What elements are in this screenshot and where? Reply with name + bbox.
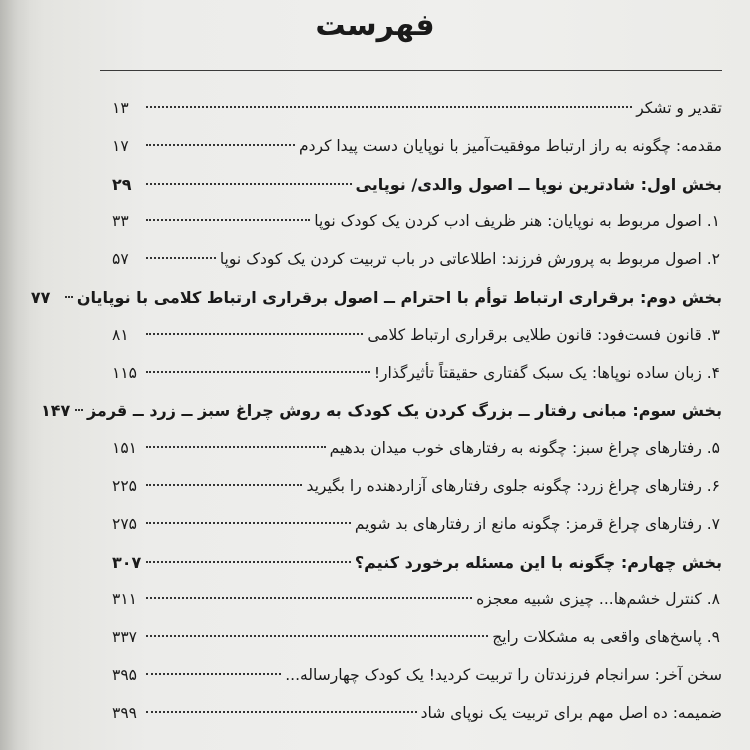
toc-page-number: ۳۰۷	[112, 552, 142, 572]
toc-page-number: ۲۹	[112, 174, 132, 194]
dot-leader	[146, 673, 281, 675]
toc-part-row	[40, 392, 722, 430]
dot-leader	[146, 333, 363, 335]
dot-leader	[146, 144, 295, 146]
toc-page-number: ۱۵۱	[112, 439, 137, 458]
toc-entry-label: ۸. کنترل خشم‌ها... چیزی شبیه معجزه	[476, 590, 720, 609]
toc-entry-row	[112, 506, 722, 544]
toc-entry-row	[112, 657, 722, 695]
toc-entry-row	[112, 203, 722, 241]
toc-page-number: ۵۷	[112, 250, 129, 269]
toc-entry-label: بخش سوم: مبانی رفتار ــ بزرگ کردن یک کودک به روش چراغ سبز ــ زرد ــ قرمز	[86, 401, 722, 421]
toc-entry-row	[112, 241, 722, 279]
toc-entry-row	[112, 695, 722, 733]
toc-entry-row	[112, 581, 722, 619]
toc-entry-row	[112, 128, 722, 166]
toc-page-number: ۱۱۵	[112, 363, 137, 382]
toc-page-number: ۱۳	[112, 99, 129, 117]
dot-leader	[146, 484, 302, 486]
toc-page-number: ۳۹۹	[112, 703, 137, 722]
toc-entry-label: ۳. قانون فست‌فود: قانون طلایی برقراری ارتباط کلامی	[367, 325, 720, 344]
dot-leader	[146, 711, 417, 713]
toc-entry-label: ۹. پاسخ‌های واقعی به مشکلات رایج	[492, 628, 720, 647]
toc-page-number: ۲۲۵	[112, 476, 137, 495]
toc-entry-label: ۲. اصول مربوط به پرورش فرزند: اطلاعاتی در باب تربیت کردن یک کودک نوپا	[219, 250, 720, 269]
dot-leader	[146, 257, 216, 259]
toc-page-number: ۳۳	[112, 212, 129, 231]
toc-part-row	[112, 166, 722, 204]
toc-part-row	[30, 279, 722, 317]
toc-entry-label: بخش چهارم: چگونه با این مسئله برخورد کنیم؟	[354, 552, 722, 572]
title-divider	[100, 70, 722, 71]
toc-entry-label: مقدمه: چگونه به راز ارتباط موفقیت‌آمیز با نوپایان دست پیدا کردم	[299, 136, 722, 155]
page-title: فهرست	[315, 8, 435, 43]
dot-leader	[146, 561, 351, 563]
dot-leader	[146, 597, 472, 599]
dot-leader	[146, 371, 370, 373]
toc-entry-label: ۴. زبان ساده نوپاها: یک سبک گفتاری حقیقتاً تأثیرگذار!	[373, 363, 720, 382]
toc-entry-label: تقدیر و تشکر	[636, 99, 722, 117]
dot-leader	[146, 446, 326, 448]
toc-entry-label: ضمیمه: ده اصل مهم برای تربیت یک نوپای شاد	[420, 703, 722, 722]
toc-entry-row	[112, 430, 722, 468]
dot-leader	[65, 296, 73, 298]
toc-page-number: ۸۱	[112, 325, 129, 344]
dot-leader	[146, 183, 352, 185]
toc-entry-row	[112, 90, 722, 128]
toc-entry-row	[112, 468, 722, 506]
toc-entry-label: سخن آخر: سرانجام فرزندتان را تربیت کردید! یک کودک چهارساله...	[285, 665, 722, 684]
toc-entry-label: ۱. اصول مربوط به نوپایان: هنر ظریف ادب کردن یک کودک نوپا	[314, 212, 720, 231]
toc-entry-label: ۵. رفتارهای چراغ سبز: چگونه به رفتارهای خوب میدان بدهیم	[329, 439, 720, 458]
dot-leader	[146, 635, 488, 637]
toc-entry-label: بخش دوم: برقراری ارتباط توأم با احترام ــ اصول برقراری ارتباط کلامی با نوپایان	[76, 287, 722, 307]
toc-entry-label: ۶. رفتارهای چراغ زرد: چگونه جلوی رفتارهای آزاردهنده را بگیرید	[306, 476, 720, 495]
table-of-contents	[30, 90, 722, 733]
toc-page-number: ۳۱۱	[112, 590, 137, 609]
dot-leader	[146, 106, 632, 108]
toc-page-number: ۳۹۵	[112, 665, 137, 684]
toc-entry-label: بخش اول: شادترین نوپا ــ اصول والدی/ نوپایی	[355, 174, 722, 194]
toc-page-number: ۲۷۵	[112, 514, 137, 533]
page-gutter-shadow	[0, 0, 30, 750]
toc-entry-row	[112, 317, 722, 355]
toc-page-number: ۷۷	[30, 287, 51, 307]
toc-page-number: ۱۴۷	[40, 401, 71, 421]
toc-entry-label: ۷. رفتارهای چراغ قرمز: چگونه مانع از رفتارهای بد شویم	[354, 514, 720, 533]
toc-entry-row	[112, 355, 722, 393]
toc-page-number: ۳۳۷	[112, 628, 137, 647]
toc-entry-row	[112, 619, 722, 657]
dot-leader	[75, 409, 83, 411]
dot-leader	[146, 219, 310, 221]
dot-leader	[146, 522, 351, 524]
toc-part-row	[112, 544, 722, 582]
toc-page-number: ۱۷	[112, 136, 129, 155]
